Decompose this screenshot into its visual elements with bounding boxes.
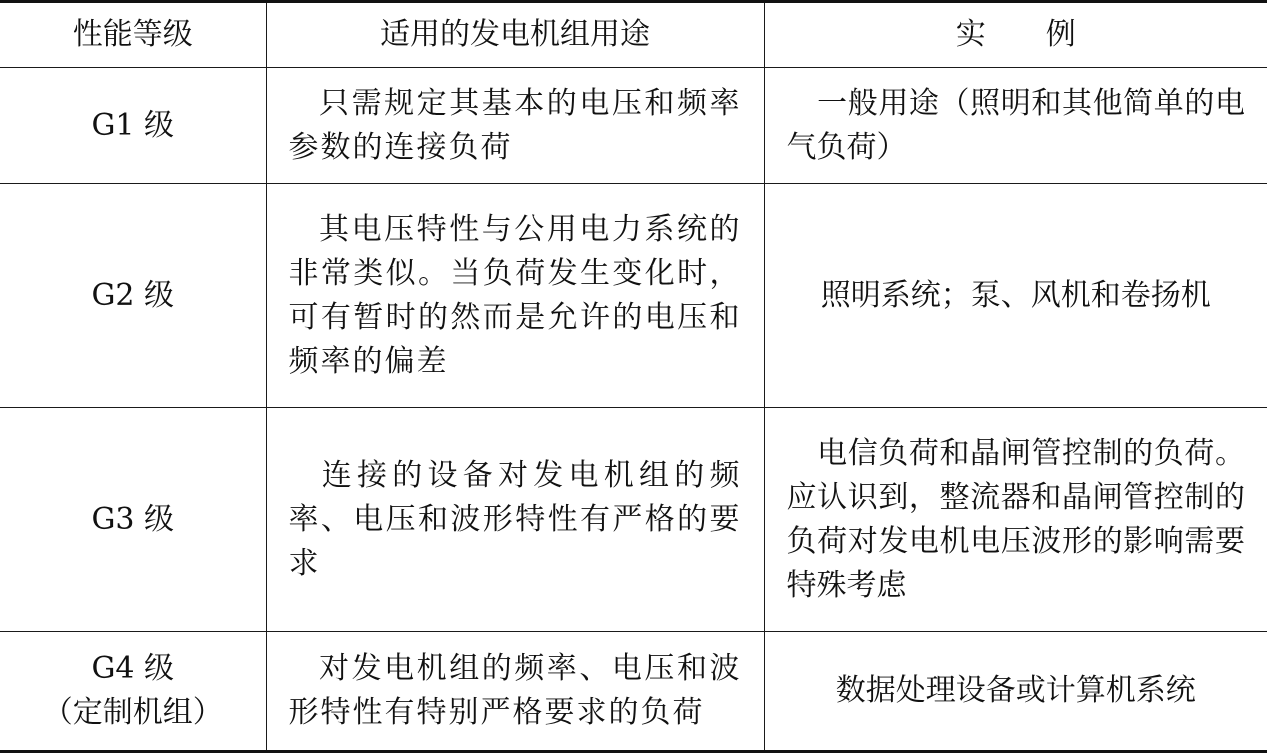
header-performance-level: 性能等级 xyxy=(0,2,266,68)
usage-text: 对发电机组的频率、电压和波形特性有特别严格要求的负荷 xyxy=(288,651,742,730)
level-cell xyxy=(0,408,266,632)
usage-text: 其电压特性与公用电力系统的非常类似。当负荷发生变化时，可有暂时的然而是允许的电压和频率的偏差 xyxy=(288,211,742,379)
example-text: 一般用途（照明和其他简单的电气负荷） xyxy=(786,85,1245,165)
example-cell xyxy=(764,68,1267,184)
header-example: 实 例 xyxy=(764,2,1267,68)
table-row xyxy=(0,408,1267,632)
level-label: G3 级 xyxy=(91,501,175,537)
header-row xyxy=(0,2,1267,68)
example-text: 照明系统；泵、风机和卷扬机 xyxy=(820,277,1211,313)
usage-cell xyxy=(266,408,764,632)
example-text: 数据处理设备或计算机系统 xyxy=(835,673,1196,708)
table-body xyxy=(0,68,1267,752)
table-header xyxy=(0,2,1267,68)
usage-text: 连接的设备对发电机组的频率、电压和波形特性有严格的要求 xyxy=(288,457,742,581)
level-cell xyxy=(0,184,266,408)
level-cell xyxy=(0,632,266,752)
usage-cell xyxy=(266,632,764,752)
usage-cell xyxy=(266,68,764,184)
usage-text: 只需规定其基本的电压和频率参数的连接负荷 xyxy=(288,85,742,165)
level-cell xyxy=(0,68,266,184)
example-cell xyxy=(764,408,1267,632)
level-sublabel: （定制机组） xyxy=(42,695,223,730)
level-label: G1 级 xyxy=(91,107,175,143)
level-label: G2 级 xyxy=(91,277,175,313)
example-text: 电信负荷和晶闸管控制的负荷。应认识到，整流器和晶闸管控制的负荷对发电机电压波形的影响需要特殊考虑 xyxy=(786,435,1245,603)
table-row xyxy=(0,68,1267,184)
table-row xyxy=(0,184,1267,408)
usage-cell xyxy=(266,184,764,408)
level-label: G4 级 xyxy=(91,651,175,686)
header-applicable-usage: 适用的发电机组用途 xyxy=(266,2,764,68)
example-cell xyxy=(764,184,1267,408)
example-cell xyxy=(764,632,1267,752)
table-row xyxy=(0,632,1267,752)
